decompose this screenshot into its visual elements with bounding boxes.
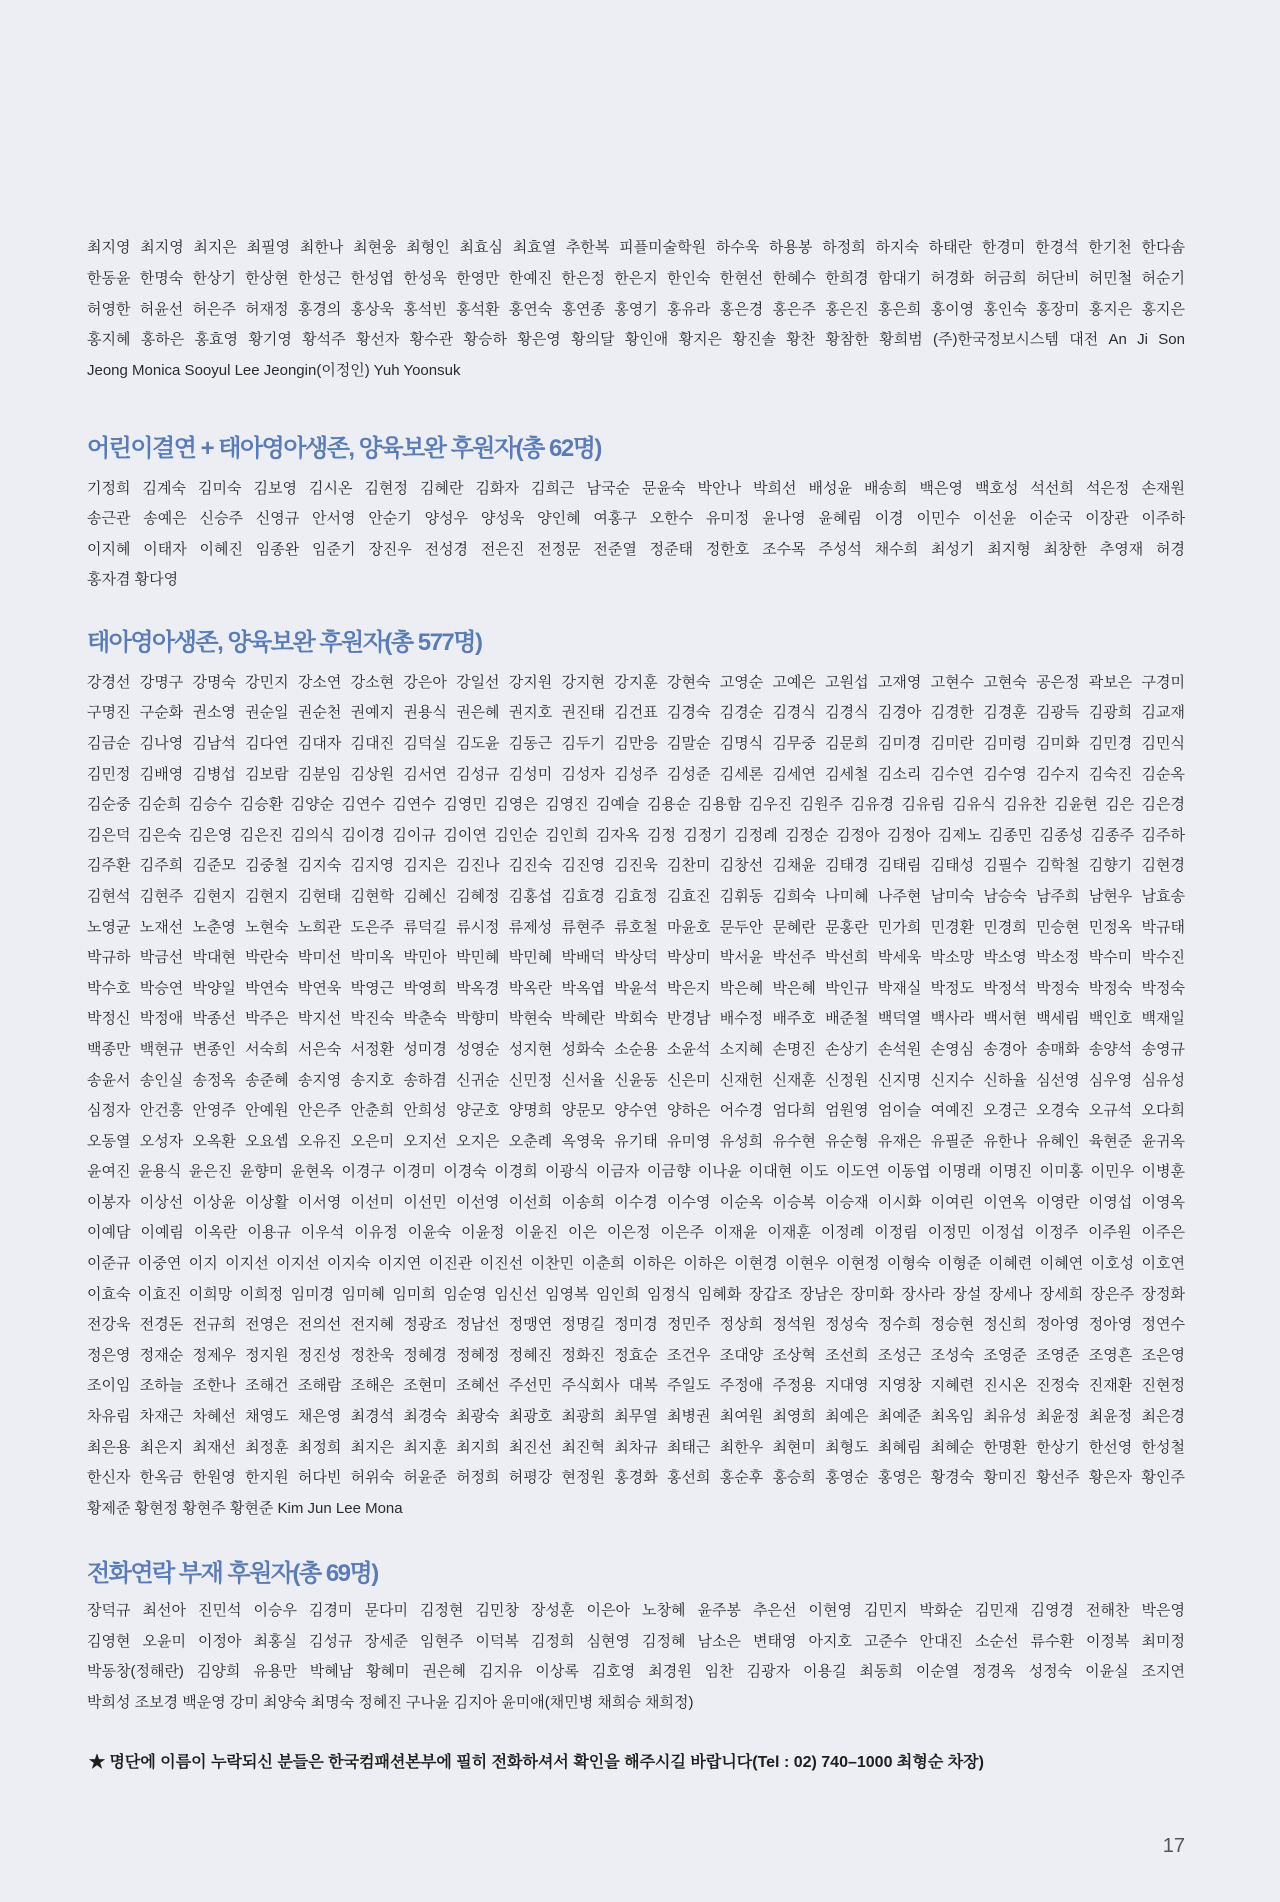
- donor-names-line: 기정희 김계숙 김미숙 김보영 김시온 김현정 김혜란 김화자 김희근 남국순 문윤숙 박안나 박희선 배성윤 배송희 백은영 백호성 석선희 석은정 손재원: [87, 479, 1185, 497]
- donor-names-line: 차유림 차재근 차혜선 채영도 채은영 최경석 최경숙 최광숙 최광호 최광희 최무열 최병권 최여원 최영희 최예은 최예준 최옥임 최유성 최윤정 최윤정 최은경: [87, 1408, 1185, 1426]
- donor-names-line: 송윤서 송인실 송정옥 송준혜 송지영 송지호 송하겸 신귀순 신민정 신서율 신윤동 신은미 신재헌 신재훈 신정원 신지명 신지수 신하율 심선영 심우영 심유성: [87, 1071, 1185, 1089]
- donor-list-unreachable: [87, 1596, 1185, 1718]
- donor-names-line: 홍지혜 홍하은 홍효영 황기영 황석주 황선자 황수관 황승하 황은영 황의달 황인애 황지은 황진솔 황찬 황참한 황희범 (주)한국정보시스템 대전 An Ji Son: [87, 331, 1185, 349]
- donor-list-sponsorship-and-survival: [87, 474, 1185, 596]
- donor-names-line: 박동창(정해란) 김양희 유용만 박혜남 황혜미 권은혜 김지유 이상록 김호영 최경원 임찬 김광자 이용길 최동희 이순열 정경옥 성정숙 이윤실 조지연: [87, 1663, 1185, 1681]
- donor-names-line: 김현석 김현주 김현지 김현지 김현태 김현학 김혜신 김혜정 김홍섭 김효경 김효정 김효진 김휘동 김희숙 나미혜 나주현 남미숙 남승숙 남주희 남현우 남효송: [87, 887, 1185, 905]
- donor-names-line: 김순중 김순희 김승수 김승환 김양순 김연수 김연수 김영민 김영은 김영진 김예슬 김용순 김용함 김우진 김원주 김유경 김유림 김유식 김유찬 김윤현 김은 김은경: [87, 796, 1185, 814]
- donor-names-line: 전강욱 전경돈 전규희 전영은 전의선 전지혜 정광조 정남선 정맹연 정명길 정미경 정민주 정상희 정석원 정성숙 정수희 정승현 정신희 정아영 정아영 정연수: [87, 1316, 1185, 1334]
- donor-names-line: 정은영 정재순 정제우 정지원 정진성 정찬욱 정혜경 정혜정 정혜진 정화진 정효순 조건우 조대양 조상혁 조선희 조성근 조성숙 조영준 조영준 조영흔 조은영: [87, 1346, 1185, 1364]
- donor-names-line: 이효숙 이효진 이희망 이희정 임미경 임미혜 임미희 임순영 임신선 임영복 임인희 임정식 임혜화 장갑조 장남은 장미화 장사라 장설 장세나 장세희 장은주 장정화: [87, 1285, 1185, 1303]
- section-heading: 어린이결연 + 태아영아생존, 양육보완 후원자(총 62명): [87, 435, 601, 462]
- donor-names-line: 박수호 박승연 박양일 박연숙 박연욱 박영근 박영희 박옥경 박옥란 박옥엽 박윤석 박은지 박은혜 박은혜 박인규 박재실 박정도 박정석 박정숙 박정숙 박정숙: [87, 979, 1185, 997]
- donor-names-line: 강경선 강명구 강명숙 강민지 강소연 강소현 강은아 강일선 강지원 강지현 강지훈 강현숙 고영순 고예은 고원섭 고재영 고현수 고현숙 공은정 곽보은 구경미: [87, 673, 1185, 691]
- donor-list-continued: [87, 233, 1185, 386]
- donor-names-line: Jeong Monica Sooyul Lee Jeongin(이정인) Yuh Yoonsuk: [87, 361, 461, 379]
- donor-list-survival: [87, 668, 1185, 1525]
- donor-names-line: 박규하 박금선 박대현 박란숙 박미선 박미옥 박민아 박민혜 박민혜 박배덕 박상덕 박상미 박서윤 박선주 박선희 박세욱 박소망 박소영 박소정 박수미 박수진: [87, 949, 1185, 967]
- page-number: 17: [1162, 1835, 1185, 1857]
- section-heading: 전화연락 부재 후원자(총 69명): [87, 1559, 378, 1587]
- donor-names-line: 한신자 한옥금 한원영 한지원 허다빈 허위숙 허윤준 허정희 허평강 현정원 홍경화 홍선희 홍순후 홍승희 홍영순 홍영은 황경숙 황미진 황선주 황은자 황인주: [87, 1469, 1185, 1487]
- donor-names-line: 최은용 최은지 최재선 최정훈 최정희 최지은 최지훈 최지희 최진선 최진혁 최차규 최태근 최한우 최현미 최형도 최혜림 최혜순 한명환 한상기 한선영 한성철: [87, 1438, 1185, 1456]
- donor-names-line: 박정신 박정애 박종선 박주은 박지선 박진숙 박춘숙 박향미 박현숙 박혜란 박회숙 반경남 배수정 배주호 배준철 백덕열 백사라 백서현 백세림 백인호 백재일: [87, 1010, 1185, 1028]
- donor-names-line: 이봉자 이상선 이상윤 이상활 이서영 이선미 이선민 이선영 이선희 이송희 이수경 이수영 이순옥 이승복 이승재 이시화 이여린 이연옥 이영란 이영섭 이영옥: [87, 1193, 1185, 1211]
- donor-names-line: 심정자 안건흥 안영주 안예원 안은주 안춘희 안희성 양군호 양명희 양문모 양수연 양하은 어수경 엄다희 엄원영 엄이슬 여예진 오경근 오경숙 오규석 오다희: [87, 1102, 1185, 1120]
- donor-names-line: 김민정 김배영 김병섭 김보람 김분임 김상원 김서연 김성규 김성미 김성자 김성주 김성준 김세론 김세연 김세철 김소리 김수연 김수영 김수지 김숙진 김순옥: [87, 765, 1185, 783]
- donor-names-line: 김영현 오윤미 이정아 최홍실 김성규 장세준 임현주 이덕복 김정희 심현영 김정혜 남소은 변태영 아지호 고준수 안대진 소순선 류수환 이정복 최미정: [87, 1632, 1185, 1650]
- donor-names-line: 김금순 김나영 김남석 김다연 김대자 김대진 김덕실 김도윤 김동근 김두기 김만응 김말순 김명식 김무중 김문희 김미경 김미란 김미령 김미화 김민경 김민식: [87, 734, 1185, 752]
- donor-names-line: 이준규 이중연 이지 이지선 이지선 이지숙 이지연 이진관 이진선 이찬민 이춘희 이하은 이하은 이현경 이현우 이현정 이형숙 이형준 이혜련 이혜연 이호성 이호연: [87, 1255, 1185, 1273]
- donor-names-line: 오동열 오성자 오옥환 오요셉 오유진 오은미 오지선 오지은 오춘례 옥영욱 유기태 유미영 유성희 유수현 유순형 유재은 유필준 유한나 유혜인 육현준 윤귀옥: [87, 1132, 1185, 1150]
- donor-names-line: 조이임 조하늘 조한나 조해건 조해람 조해은 조현미 조혜선 주선민 주식회사 대복 주일도 주정애 주정용 지대영 지영창 지혜련 진시온 진정숙 진재환 진현정: [87, 1377, 1185, 1395]
- donor-names-line: 박희성 조보경 백운영 강미 최양숙 최명숙 정혜진 구나윤 김지아 윤미애(채민병 채희승 채희정): [87, 1693, 694, 1711]
- donor-names-line: 노영균 노재선 노춘영 노현숙 노희관 도은주 류덕길 류시정 류제성 류현주 류호철 마윤호 문두안 문혜란 문홍란 민가희 민경환 민경희 민승현 민정옥 박규태: [87, 918, 1185, 936]
- donor-names-line: 윤여진 윤용식 윤은진 윤향미 윤현옥 이경구 이경미 이경숙 이경희 이광식 이금자 이금향 이나윤 이대현 이도 이도연 이동엽 이명래 이명진 이미홍 이민우 이병훈: [87, 1163, 1185, 1181]
- donor-names-line: 최지영 최지영 최지은 최필영 최한나 최현웅 최형인 최효심 최효열 추한복 피플미술학원 하수욱 하용봉 하정희 하지숙 하태란 한경미 한경석 한기천 한다솜: [87, 239, 1185, 257]
- donor-names-line: 황제준 황현정 황현주 황현준 Kim Jun Lee Mona: [87, 1499, 403, 1517]
- donor-names-line: 홍자겸 황다영: [87, 571, 179, 589]
- donor-names-line: 이지혜 이태자 이혜진 임종완 임준기 장진우 전성경 전은진 전정문 전준열 정준태 정한호 조수목 주성석 채수희 최성기 최지형 최창한 추영재 허경: [87, 540, 1185, 558]
- section-heading: 태아영아생존, 양육보완 후원자(총 577명): [87, 629, 482, 656]
- donor-names-line: 한동윤 한명숙 한상기 한상현 한성근 한성엽 한성욱 한영만 한예진 한은정 한은지 한인숙 한현선 한혜수 한희경 함대기 허경화 허금희 허단비 허민철 허순기: [87, 269, 1185, 287]
- donor-names-line: 이예담 이예림 이옥란 이용규 이우석 이유정 이윤숙 이윤정 이윤진 이은 이은정 이은주 이재윤 이재훈 이정례 이정림 이정민 이정섭 이정주 이주원 이주은: [87, 1224, 1185, 1242]
- donor-names-line: 송근관 송예은 신승주 신영규 안서영 안순기 양성우 양성욱 양인혜 여홍구 오한수 유미정 윤나영 윤혜림 이경 이민수 이선윤 이순국 이장관 이주하: [87, 510, 1185, 528]
- donor-names-line: 허영한 허윤선 허은주 허재정 홍경의 홍상욱 홍석빈 홍석환 홍연숙 홍연종 홍영기 홍유라 홍은경 홍은주 홍은진 홍은희 홍이영 홍인숙 홍장미 홍지은 홍지은: [87, 300, 1185, 318]
- donor-names-line: 김은덕 김은숙 김은영 김은진 김의식 김이경 김이규 김이연 김인순 김인희 김자옥 김정 김정기 김정례 김정순 김정아 김정아 김제노 김종민 김종성 김종주 김주하: [87, 826, 1185, 844]
- donor-names-line: 구명진 구순화 권소영 권순일 권순천 권예지 권용식 권은혜 권지호 권진태 김건표 김경숙 김경순 김경식 김경식 김경아 김경한 김경훈 김광득 김광희 김교재: [87, 704, 1185, 722]
- missing-name-notice: ★ 명단에 이름이 누락되신 분들은 한국컴패션본부에 필히 전화하셔서 확인을 해주시길 바랍니다(Tel : 02) 740–1000 최형순 차장): [89, 1754, 984, 1771]
- donor-names-line: 김주환 김주희 김준모 김중철 김지숙 김지영 김지은 김진나 김진숙 김진영 김진욱 김찬미 김창선 김채윤 김태경 김태림 김태성 김필수 김학철 김향기 김현경: [87, 857, 1185, 875]
- donor-names-line: 백종만 백현규 변종인 서숙희 서은숙 서정환 성미경 성영순 성지현 성화숙 소순용 소윤석 소지혜 손명진 손상기 손석원 손영심 송경아 송매화 송양석 송영규: [87, 1040, 1185, 1058]
- donor-names-line: 장덕규 최선아 진민석 이승우 김경미 문다미 김정현 김민창 장성훈 이은아 노창혜 윤주봉 추은선 이현영 김민지 박화순 김민재 김영경 전해찬 박은영: [87, 1602, 1185, 1619]
